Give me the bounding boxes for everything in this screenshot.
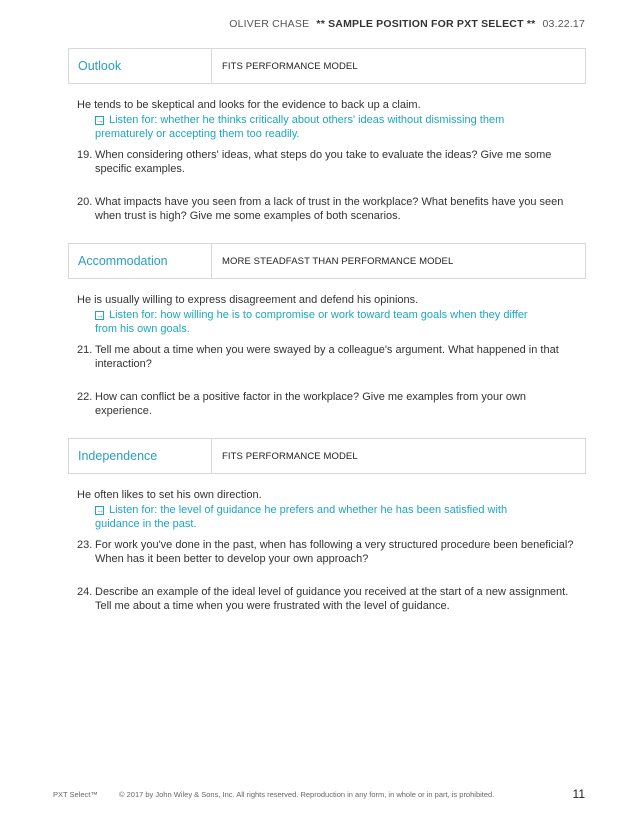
question-text: Describe an example of the ideal level of guidance you received at the start of a new assignment. Tell me about a time when you were frustrated with the level of guidance. — [95, 586, 569, 612]
listen-for-line2: prematurely or accepting them too readily. — [95, 128, 300, 140]
question-text: Tell me about a time when you were swayed by a colleague's argument. What happened in that interaction? — [95, 344, 559, 370]
listen-for-line2: guidance in the past. — [95, 518, 197, 530]
listen-for — [95, 308, 586, 336]
question-number: 19. — [77, 149, 93, 161]
section-description: He tends to be skeptical and looks for the evidence to back up a claim. — [77, 99, 421, 111]
page-header — [229, 18, 585, 30]
page-footer — [53, 787, 585, 801]
section-independence — [68, 438, 586, 613]
section-name: Independence — [69, 439, 212, 473]
question-text: What impacts have you seen from a lack of trust in the workplace? What benefits have you seen when trust is high? Give me some examples of both scenarios. — [95, 196, 564, 222]
section-name: Accommodation — [69, 244, 212, 278]
section-header — [68, 438, 586, 474]
section-description: He is usually willing to express disagreement and defend his opinions. — [77, 294, 419, 306]
question-item — [77, 390, 586, 418]
question-item — [77, 538, 586, 566]
arrow-right-box-icon: → — [96, 116, 104, 125]
section-outlook — [68, 48, 586, 223]
question-number: 24. — [77, 586, 93, 598]
question-text: How can conflict be a positive factor in the workplace? Give me examples from your own experience. — [95, 391, 527, 417]
section-header — [68, 48, 586, 84]
listen-for-line1: Listen for: whether he thinks critically about others' ideas without dismissing them — [109, 114, 505, 126]
listen-for-line1: Listen for: the level of guidance he prefers and whether he has been satisfied with — [109, 504, 508, 516]
listen-for — [95, 113, 586, 141]
question-item — [77, 343, 586, 371]
page-number: 11 — [572, 787, 585, 801]
arrow-right-box-icon: → — [96, 311, 104, 320]
listen-for-line1: Listen for: how willing he is to compromise or work toward team goals when they differ — [109, 309, 528, 321]
question-item — [77, 195, 586, 223]
report-date: 03.22.17 — [542, 18, 585, 30]
section-fit: MORE STEADFAST THAN PERFORMANCE MODEL — [222, 255, 454, 267]
candidate-name: OLIVER CHASE — [229, 18, 310, 30]
position-title: ** SAMPLE POSITION FOR PXT SELECT ** — [316, 18, 536, 30]
question-item — [77, 148, 586, 176]
section-fit: FITS PERFORMANCE MODEL — [222, 60, 358, 72]
footer-brand: PXT Select™ — [53, 789, 98, 799]
question-text: When considering others' ideas, what steps do you take to evaluate the ideas? Give me some specific examples. — [95, 149, 552, 175]
listen-for — [95, 503, 586, 531]
question-number: 22. — [77, 391, 93, 403]
arrow-right-box-icon: → — [96, 506, 104, 515]
listen-for-line2: from his own goals. — [95, 323, 190, 335]
question-number: 21. — [77, 344, 93, 356]
section-description: He often likes to set his own direction. — [77, 489, 262, 501]
question-text: For work you've done in the past, when has following a very structured procedure been beneficial? When has it been better to develop your own approach? — [95, 539, 574, 565]
question-number: 20. — [77, 196, 93, 208]
question-number: 23. — [77, 539, 93, 551]
section-fit: FITS PERFORMANCE MODEL — [222, 450, 358, 462]
section-name: Outlook — [69, 49, 212, 83]
section-header — [68, 243, 586, 279]
footer-copyright: © 2017 by John Wiley & Sons, Inc. All rights reserved. Reproduction in any form, in whole or in part, is prohibited. — [119, 789, 495, 799]
section-accommodation — [68, 243, 586, 418]
question-item — [77, 585, 586, 613]
